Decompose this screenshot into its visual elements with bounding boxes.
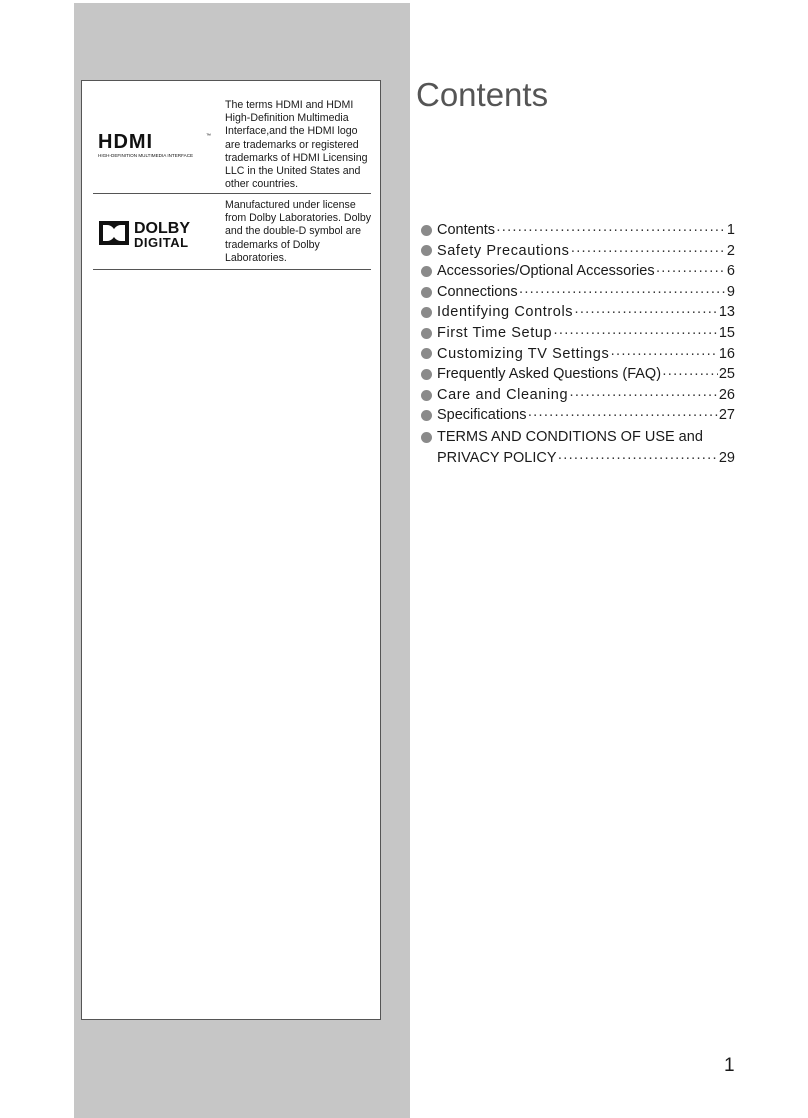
- toc-item-label: PRIVACY POLICY: [437, 449, 557, 466]
- toc-item-page: 27: [718, 407, 735, 424]
- bullet-icon: [421, 390, 432, 401]
- bullet-icon: [421, 307, 432, 318]
- toc-item-terms-line2: [421, 448, 735, 469]
- toc-item-page: 16: [718, 345, 735, 362]
- dolby-digital-logo: [99, 216, 219, 252]
- dolby-double-d-icon: [99, 216, 219, 252]
- toc-item-label: Customizing TV Settings: [437, 345, 610, 362]
- page-number: 1: [724, 1055, 735, 1076]
- dolby-logo-wordmark: DOLBY: [134, 220, 190, 237]
- toc-item[interactable]: [421, 385, 735, 406]
- toc-item-page: 13: [718, 304, 735, 321]
- toc-item-label: Care and Cleaning: [437, 386, 569, 403]
- dot-leader: [571, 241, 726, 262]
- hdmi-logo-tm: ™: [206, 133, 211, 139]
- toc-item-label: Connections: [437, 283, 518, 300]
- toc-item[interactable]: [421, 323, 735, 344]
- toc-item[interactable]: [421, 220, 735, 241]
- bullet-icon: [421, 410, 432, 421]
- hdmi-trademark-text: The terms HDMI and HDMI High-Definition Multimedia Interface,and the HDMI logo are trademarks or registered trademarks of HDMI Licensing LLC in the United States and other countries.: [225, 99, 368, 191]
- bullet-icon: [421, 287, 432, 298]
- toc-item[interactable]: [421, 302, 735, 323]
- bullet-icon: [421, 348, 432, 359]
- toc-item-page: 15: [718, 324, 735, 341]
- toc-item-terms[interactable]: [421, 427, 735, 468]
- hdmi-logo: [98, 131, 214, 177]
- dot-leader: [553, 323, 718, 344]
- hdmi-trademark-row: [93, 97, 371, 194]
- dot-leader: [574, 302, 718, 323]
- dolby-trademark-row: [93, 198, 371, 270]
- dot-leader: [558, 448, 718, 469]
- toc-item-label: Contents: [437, 222, 496, 238]
- toc-item-label: Safety Precautions: [437, 242, 570, 259]
- dot-leader: [662, 364, 718, 385]
- dot-leader: [519, 282, 726, 303]
- bullet-icon: [421, 225, 432, 236]
- bullet-icon: [421, 266, 432, 277]
- trademark-notice-box: [81, 80, 381, 1020]
- bullet-icon: [421, 245, 432, 256]
- hdmi-logo-wordmark: HDMI: [98, 131, 154, 153]
- bullet-icon: [421, 369, 432, 380]
- dot-leader: [610, 344, 718, 365]
- hdmi-logo-graphic: [98, 131, 214, 161]
- toc-item-page: 9: [726, 283, 735, 300]
- bullet-icon: [421, 328, 432, 339]
- toc-item-label: Specifications: [437, 407, 527, 424]
- toc-item[interactable]: [421, 344, 735, 365]
- toc-item[interactable]: [421, 261, 735, 282]
- dot-leader: [569, 385, 718, 406]
- dolby-logo-subtext: DIGITAL: [134, 235, 189, 250]
- table-of-contents: [421, 220, 735, 468]
- toc-item[interactable]: [421, 364, 735, 385]
- toc-item-page: 6: [726, 263, 735, 280]
- dot-leader: [527, 405, 717, 426]
- toc-item-page: 2: [726, 242, 735, 259]
- toc-item-page: 26: [718, 386, 735, 403]
- dot-leader: [496, 220, 726, 241]
- toc-item[interactable]: [421, 241, 735, 262]
- dot-leader: [656, 261, 726, 282]
- toc-item-label: Identifying Controls: [437, 304, 574, 321]
- toc-item-page: 29: [718, 449, 735, 466]
- hdmi-logo-subtext: HIGH-DEFINITION MULTIMEDIA INTERFACE: [98, 153, 194, 158]
- toc-item-page: 25: [718, 366, 735, 383]
- toc-item[interactable]: [421, 405, 735, 426]
- toc-item-page: 1: [726, 222, 735, 238]
- bullet-icon: [421, 432, 432, 443]
- page-title: Contents: [416, 76, 549, 113]
- dolby-trademark-text: Manufactured under license from Dolby Laboratories. Dolby and the double-D symbol are trademarks of Dolby Laboratories.: [225, 199, 372, 264]
- toc-item-label: Frequently Asked Questions (FAQ): [437, 366, 662, 383]
- toc-item[interactable]: [421, 282, 735, 303]
- toc-item-label: Accessories/Optional Accessories: [437, 263, 655, 280]
- toc-item-label: First Time Setup: [437, 324, 553, 341]
- toc-item-label: TERMS AND CONDITIONS OF USE and: [437, 428, 703, 445]
- toc-item-terms-line1: [421, 427, 735, 448]
